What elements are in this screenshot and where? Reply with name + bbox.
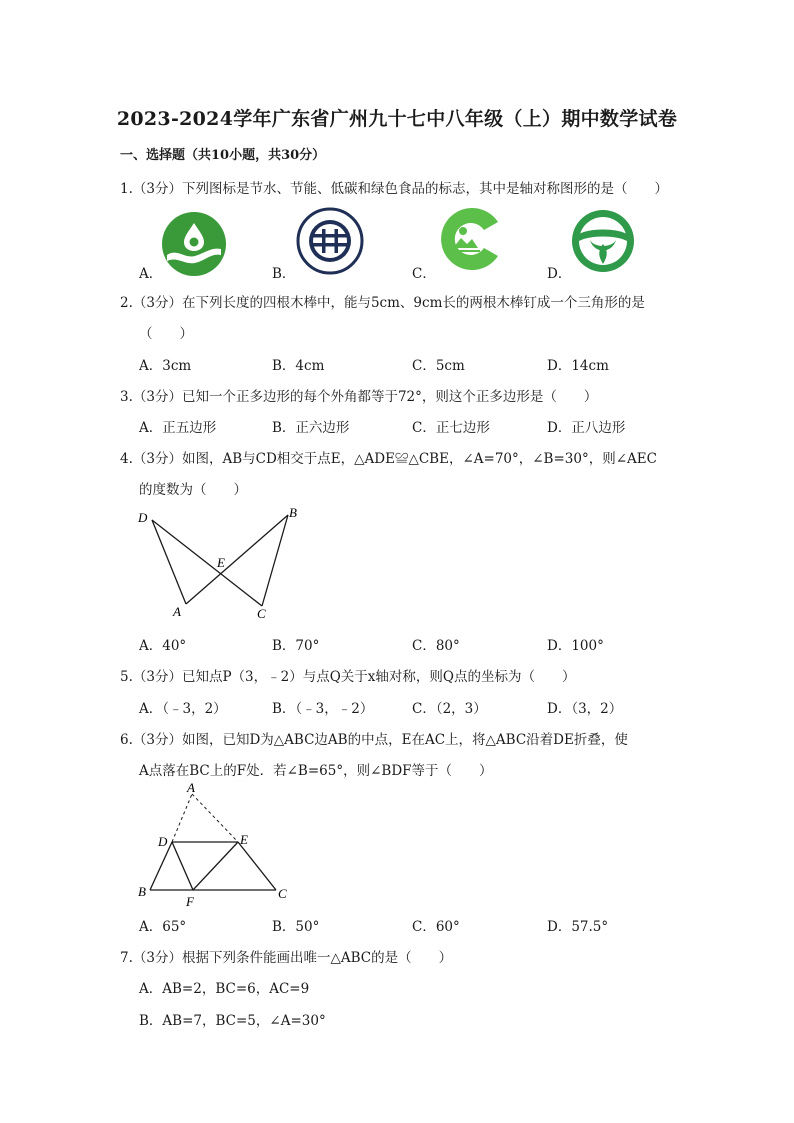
section-heading: 一、选择题（共10小题，共30分） [120,148,326,163]
segment-cb [262,515,288,606]
q5-option-d: D．（3，2） [547,701,623,717]
low-carbon-logo-icon [436,204,504,274]
label-e: E [217,555,225,570]
label-d: D [138,510,148,525]
q4-option-d: D．100° [547,638,604,654]
question-2-stem-line2: （ ） [139,326,193,342]
q4-option-a: A．40° [139,638,187,654]
question-4-stem-line2: 的度数为（ ） [139,482,247,498]
q1-option-a-label: A． [139,266,163,282]
q3-option-c: C．正七边形 [412,420,490,436]
segment-ec [238,842,276,890]
label-e: E [240,832,248,847]
q3-option-a: A．正五边形 [139,420,217,436]
dashed-ae [192,794,238,842]
label-b: B [138,884,146,899]
q5-option-a: A．（﹣3，2） [139,701,227,717]
q6-option-b: B．50° [272,919,320,935]
q4-option-b: B．70° [272,638,320,654]
q2-option-a: A．3cm [139,358,192,374]
question-3-stem: 3.（3分）已知一个正多边形的每个外角都等于72°，则这个正多边形是（ ） [120,389,598,405]
question-2-stem-line1: 2.（3分）在下列长度的四根木棒中，能与5cm、9cm长的两根木棒钉成一个三角形的是 [120,295,645,311]
q6-figure [130,780,300,908]
segment-bd [150,842,172,890]
segment-fe [193,842,238,890]
q2-option-c: C．5cm [412,358,465,374]
question-1-stem: 1.（3分）下列图标是节水、节能、低碳和绿色食品的标志，其中是轴对称图形的是（ ） [120,181,668,197]
question-5-stem: 5.（3分）已知点P（3，﹣2）与点Q关于x轴对称，则Q点的坐标为（ ） [120,669,576,685]
question-6-stem-line1: 6.（3分）如图，已知D为△ABC边AB的中点，E在AC上，将△ABC沿着DE折叠，使 [120,732,628,748]
q6-option-d: D．57.5° [547,919,609,935]
label-b: B [289,505,297,520]
energy-saving-logo-icon [296,207,364,275]
exam-title: 2023-2024学年广东省广州九十七中八年级（上）期中数学试卷 [116,108,678,130]
q3-option-b: B．正六边形 [272,420,350,436]
label-f: F [186,894,194,909]
q7-option-a: A．AB=2，BC=6，AC=9 [139,981,310,997]
label-a: A [173,604,181,619]
q4-figure [130,500,320,625]
label-a: A [187,780,195,795]
q6-option-a: A．65° [139,919,187,935]
q4-option-c: C．80° [412,638,460,654]
green-food-logo-icon [570,208,636,274]
label-c: C [278,886,287,901]
dashed-da [172,794,192,842]
q5-option-b: B．（﹣3，﹣2） [272,701,374,717]
segment-ab [186,515,288,604]
q1-option-b-label: B． [272,266,296,282]
q6-option-c: C．60° [412,919,460,935]
q1-option-c-label: C． [412,266,436,282]
label-d: D [158,834,168,849]
q1-option-d-label: D． [547,266,572,282]
q3-option-d: D．正八边形 [547,420,626,436]
q2-option-b: B．4cm [272,358,325,374]
question-4-stem-line1: 4.（3分）如图，AB与CD相交于点E，△ADE≌△CBE，∠A=70°，∠B=30°，则∠AEC [120,451,657,467]
segment-df [172,842,193,890]
water-saving-logo-icon [161,211,227,277]
q2-option-d: D．14cm [547,358,609,374]
q5-option-c: C．（2，3） [412,701,487,717]
q7-option-b: B．AB=7，BC=5，∠A=30° [139,1013,326,1029]
label-c: C [257,606,266,621]
segment-dc [152,520,262,606]
question-7-stem: 7.（3分）根据下列条件能画出唯一△ABC的是（ ） [120,950,453,966]
question-6-stem-line2: A点落在BC上的F处．若∠B=65°，则∠BDF等于（ ） [139,763,493,779]
